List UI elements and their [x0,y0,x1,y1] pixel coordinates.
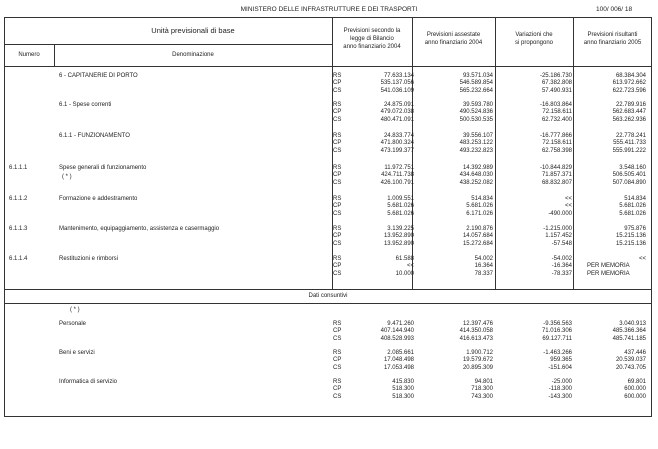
row-value: -16.777.866 [539,133,572,139]
row-value: 416.613.473 [459,335,493,342]
row-value: -1.463.266 [543,350,572,356]
row-value: 500.530.535 [459,116,493,123]
row-value: 407.144.940 [380,328,414,335]
row-code: CS [333,210,342,217]
row-value: 9.471.260 [387,321,414,327]
row-value: 24.833.774 [383,133,414,139]
row-value: 975.876 [624,226,646,232]
row-code: CP [333,233,342,240]
row-value: 93.571.034 [462,73,493,79]
row-numero: 6.1.1.4 [9,256,28,262]
row-value: 20.895.309 [462,364,493,371]
row-value: 600.000 [624,393,646,400]
consuntivi-name: Beni e servizi [59,350,95,356]
header-denominazione: Denominazione [172,52,214,58]
row-code: CS [333,87,342,94]
row-value: -9.356.563 [543,321,572,327]
row-value: 69.127.711 [542,335,572,342]
row-value: 68.384.304 [615,73,646,79]
row-value: 3.548.160 [619,165,646,171]
row-value: 438.252.082 [459,179,493,186]
row-code: CS [333,179,342,186]
consuntivi-name: Personale [59,321,87,327]
row-numero: 6.1.1.1 [9,165,28,171]
row-value: 483.253.122 [459,140,493,147]
row-code: CS [333,147,342,154]
row-value: 473.199.377 [380,147,414,154]
row-value: 61.588 [395,256,414,262]
row-value: 959.365 [550,357,572,364]
row-value: 493.232.823 [459,147,493,154]
header-col3-line: si propongono [514,40,554,46]
row-value: 5.681.026 [466,203,493,210]
row-value: 62.758.398 [541,147,572,154]
row-value: 15.215.136 [615,240,646,247]
row-value: 434.648.030 [459,172,493,179]
row-code: RS [333,350,342,356]
header-col1-line: Previsioni secondo la [343,28,401,34]
row-value: 57.490.931 [541,87,572,94]
row-value: 565.232.664 [459,87,493,94]
row-value: 622.723.596 [612,87,646,94]
row-code: CS [333,240,342,247]
row-value: 555.991.222 [612,147,646,154]
row-value: -16.803.864 [539,102,572,108]
row-value: -143.300 [548,393,572,400]
row-value: 479.072.038 [380,109,414,116]
row-code: RS [333,102,342,108]
row-code: CS [333,393,342,400]
row-value: 506.505.401 [612,172,646,179]
row-value: 471.800.324 [380,140,414,147]
row-value: 518.300 [392,393,414,400]
row-denominazione: Mantenimento, equipaggiamento, assistenza e casermaggio [59,226,220,232]
row-code: CP [333,140,342,147]
row-value: << [638,256,646,262]
header-col2-line: anno finanziario 2004 [424,40,483,46]
row-value: 16.364 [474,263,493,270]
row-numero: 6.1.1.2 [9,196,28,202]
row-denominazione: ( * ) [62,174,72,181]
row-denominazione: 6 - CAPITANERIE DI PORTO [59,73,138,79]
row-value: 546.589.854 [459,80,493,87]
row-value: 15.272.684 [462,240,493,247]
row-value: 414.350.058 [459,328,493,335]
row-value: 1.009.551 [387,196,414,202]
header-col4-line: anno finanziario 2005 [583,40,642,46]
row-value: 39.593.780 [462,102,493,108]
header-col3 [495,31,573,47]
col-divider [573,17,574,289]
row-value: 68.832.807 [541,179,572,186]
row-value: 408.528.993 [380,335,414,342]
row-divider [4,44,332,45]
row-code: RS [333,73,342,79]
header-col4-line: Previsioni risultanti [587,32,638,38]
row-denominazione: 6.1 - Spese correnti [59,102,112,108]
row-code: CP [333,203,342,210]
row-value: -54.002 [551,256,572,262]
row-value: 22.778.241 [615,133,646,139]
row-value: 1.157.452 [545,233,572,240]
header-col2-line: Previsioni assestate [426,32,481,38]
row-value: 14.392.989 [462,165,493,171]
header-col2 [412,31,495,47]
row-divider [4,303,652,304]
row-value: 67.382.808 [541,80,572,87]
row-value: 24.875.091 [383,102,414,108]
section-title: Dati consuntivi [308,293,348,299]
row-value: 563.262.936 [612,116,646,123]
row-value: 20.743.705 [615,364,646,371]
row-value: 10.000 [395,270,414,277]
row-value: 718.300 [471,386,493,393]
row-value: 485.366.364 [612,328,646,335]
header-numero: Numero [18,52,40,58]
row-value: 54.002 [474,256,493,262]
row-value: 11.972.751 [384,165,414,171]
row-value: 15.215.136 [615,233,646,240]
row-value: << [406,263,414,270]
row-value: 613.972.662 [612,80,646,87]
row-code: RS [333,256,342,262]
row-value: -1.215.000 [543,226,572,232]
row-value: 562.683.447 [612,109,646,116]
row-value: -118.300 [548,386,572,393]
row-code: CS [333,270,342,277]
row-code: RS [333,165,342,171]
row-value: 555.411.733 [613,140,646,147]
row-value: 507.084.890 [612,179,646,186]
row-value: 20.539.037 [615,357,646,364]
row-value: 5.681.026 [619,203,646,210]
row-value: 13.952.890 [383,240,414,247]
row-denominazione: Formazione e addestramento [59,196,138,202]
row-value: 12.397.476 [462,321,493,327]
row-value: 5.681.026 [619,210,646,217]
header-col1 [332,27,412,51]
header-col1-line: anno finanziario 2004 [343,44,401,50]
row-value: 490.524.836 [459,109,493,116]
row-value: 485.741.185 [612,335,646,342]
row-value: 72.158.611 [542,140,572,147]
row-value: 437.446 [624,350,646,356]
row-value: -10.844.829 [539,165,572,171]
row-code: RS [333,379,342,385]
row-code: RS [333,133,342,139]
row-value: 6.171.026 [466,210,493,217]
row-denominazione: 6.1.1 - FUNZIONAMENTO [59,133,130,139]
row-value: << [564,196,572,202]
row-value: 22.789.916 [615,102,646,108]
row-denominazione: Restituzioni e rimborsi [59,256,119,262]
row-value: -16.364 [551,263,572,270]
row-value: -151.604 [548,364,572,371]
row-code: RS [333,226,342,232]
row-value: 2.085.661 [387,350,414,356]
consuntivi-note: ( * ) [70,307,80,313]
row-code: CS [333,335,342,342]
row-value: 3.139.225 [387,226,414,232]
row-value: 480.471.091 [380,116,414,123]
row-value: PER MEMORIA [587,263,630,270]
row-value: 17.053.498 [383,364,414,371]
row-value: -25.000 [551,379,572,385]
row-value: 535.137.056 [380,80,414,87]
row-numero: 6.1.1.3 [9,226,28,232]
row-value: 2.190.876 [466,226,493,232]
row-code: CP [333,109,342,116]
row-value: 415.830 [392,379,414,385]
row-code: CP [333,80,342,87]
col-divider [495,17,496,289]
row-code: CP [333,357,342,364]
row-value: -57.548 [551,240,572,247]
row-code: RS [333,321,342,327]
row-value: 69.801 [627,379,646,385]
header-col4 [573,31,652,47]
row-code: CS [333,116,342,123]
row-value: 19.579.672 [462,357,493,364]
row-value: << [564,203,572,210]
row-value: 5.681.026 [387,203,414,210]
row-value: 17.048.498 [383,357,414,364]
row-value: 541.036.109 [380,87,414,94]
row-denominazione: Spese generali di funzionamento [59,165,147,171]
row-value: 5.681.026 [387,210,414,217]
row-value: 78.337 [474,270,493,277]
row-value: 518.300 [392,386,414,393]
row-value: -490.000 [548,210,572,217]
header-col3-line: Variazioni che [515,32,553,38]
row-value: 71.016.306 [541,328,572,335]
row-value: 514.834 [471,196,493,202]
row-value: 514.834 [624,196,646,202]
ministry-title: MINISTERO DELLE INFRASTRUTTURE E DEI TRASPORTI [240,6,418,13]
row-value: 71.857.371 [541,172,572,179]
row-value: 72.158.611 [542,109,572,116]
row-value: 77.633.134 [383,73,414,79]
row-divider [4,289,652,290]
row-value: 39.556.107 [462,133,493,139]
header-col1-line: legge di Bilancio [350,36,394,42]
row-value: -78.337 [551,270,572,277]
row-code: CP [333,172,342,179]
header-unita: Unità previsionali di base [151,26,235,35]
row-value: 3.040.913 [619,321,646,327]
page-reference: 100/ 006/ 18 [596,6,633,13]
row-code: RS [333,196,342,202]
row-value: PER MEMORIA [587,270,630,277]
row-value: 600.000 [624,386,646,393]
row-value: 426.100.791 [380,179,414,186]
row-value: 424.711.738 [381,172,414,179]
row-value: 1.900.712 [466,350,493,356]
row-code: CS [333,364,342,371]
row-divider [4,66,652,67]
row-code: CP [333,386,342,393]
row-value: 94.801 [474,379,493,385]
row-code: CP [333,328,342,335]
consuntivi-name: Informatica di servizio [59,379,118,385]
row-value: -25.186.730 [539,73,572,79]
row-value: 62.732.400 [541,116,572,123]
row-code: CP [333,263,342,270]
row-value: 13.952.890 [383,233,414,240]
row-value: 743.300 [471,393,493,400]
row-value: 14.057.684 [462,233,493,240]
